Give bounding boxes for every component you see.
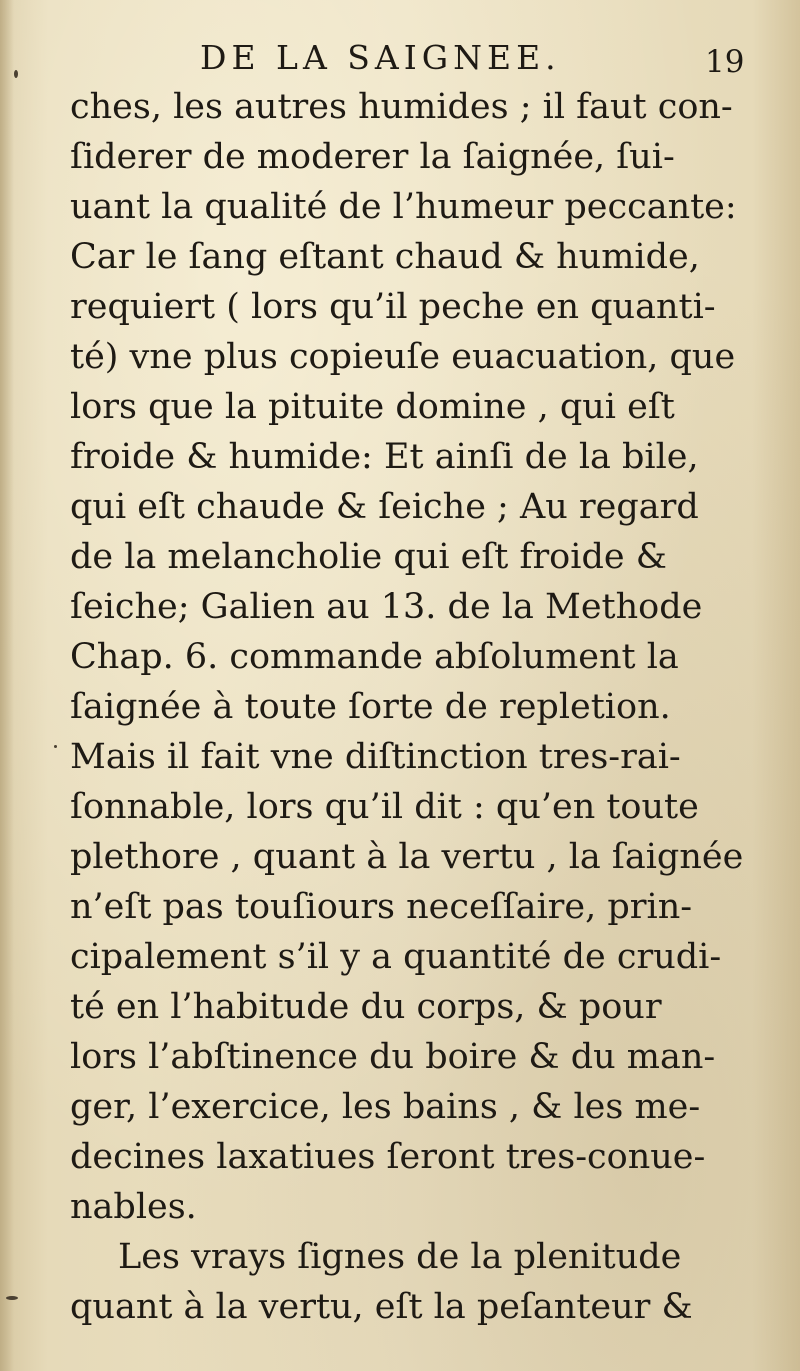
text-line: ſaignée à toute ſorte de repletion. xyxy=(70,687,671,727)
text-line: uant la qualité de l’humeur peccante: xyxy=(70,187,737,227)
text-line: té en l’habitude du corps, & pour xyxy=(70,987,662,1027)
page-number: 19 xyxy=(705,44,745,80)
text-line-paragraph-start: Les vrays ſignes de la plenitude xyxy=(118,1237,682,1277)
text-line: froide & humide: Et ainſi de la bile, xyxy=(70,437,699,477)
ink-speck xyxy=(54,745,57,748)
ink-speck xyxy=(6,1296,18,1300)
text-line: lors l’abſtinence du boire & du man- xyxy=(70,1037,716,1077)
text-line: ſiderer de moderer la ſaignée, ſui- xyxy=(70,137,675,177)
text-line: de la melancholie qui eſt froide & xyxy=(70,537,667,577)
page-edge-shadow xyxy=(0,0,14,1371)
text-line: qui eſt chaude & ſeiche ; Au regard xyxy=(70,487,699,527)
text-line: n’eſt pas touſiours neceſſaire, prin- xyxy=(70,887,693,927)
ink-speck xyxy=(14,70,18,78)
text-line: lors que la pituite domine , qui eſt xyxy=(70,387,675,427)
text-line: Car le ſang eſtant chaud & humide, xyxy=(70,237,700,277)
text-line: quant à la vertu, eſt la peſanteur & xyxy=(70,1287,693,1327)
text-line: nables. xyxy=(70,1187,197,1227)
text-line: té) vne plus copieuſe euacuation, que xyxy=(70,337,736,377)
text-line: ſeiche; Galien au 13. de la Methode xyxy=(70,587,703,627)
text-line: requiert ( lors qu’il peche en quanti- xyxy=(70,287,716,327)
text-line: ſonnable, lors qu’il dit : qu’en toute xyxy=(70,787,699,827)
text-line: cipalement s’il y a quantité de crudi- xyxy=(70,937,722,977)
text-line: decines laxatiues ſeront tres-conue- xyxy=(70,1137,706,1177)
text-line: Chap. 6. commande abſolument la xyxy=(70,637,679,677)
text-line: Mais il fait vne diſtinction tres-rai- xyxy=(70,737,681,777)
running-head: DE LA SAIGNEE. xyxy=(200,38,561,77)
text-line: ger, l’exercice, les bains , & les me- xyxy=(70,1087,701,1127)
text-line: ches, les autres humides ; il faut con- xyxy=(70,87,733,127)
text-line: plethore , quant à la vertu , la ſaignée xyxy=(70,837,744,877)
